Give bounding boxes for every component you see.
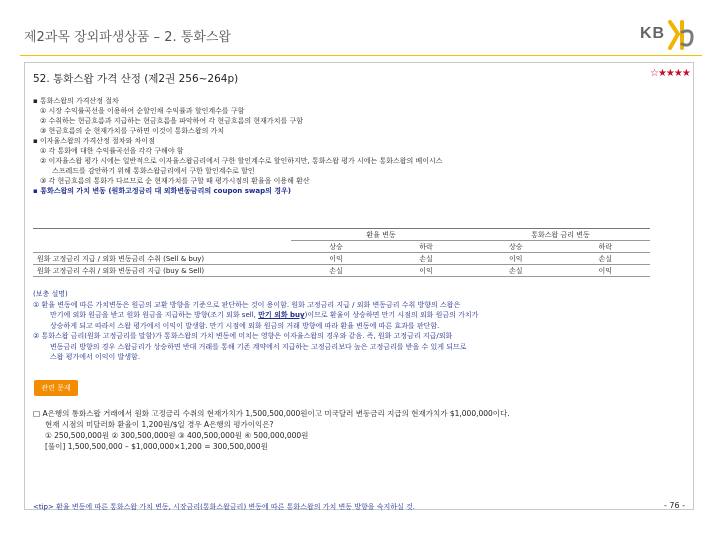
table-cell: 손실 [381, 253, 471, 265]
note-1-emphasis: 만기 외화 buy [258, 311, 305, 319]
table-row [33, 253, 650, 265]
bullet-value-change [33, 186, 291, 196]
kb-logo [640, 18, 696, 52]
bullet-pricing-procedure: ▪ 통화스왑의 가격산정 절차 [33, 97, 119, 105]
value-change-heading: 통화스왑의 가치 변동 (원화고정금리 대 외화변동금리의 coupon swap의 경우) [40, 187, 292, 195]
notes-heading: (보충 설명) [33, 290, 68, 298]
subheader-rate-up: 상승 [471, 241, 561, 253]
bullet-irs-difference: ▪ 이자율스왑의 가격산정 절차와 차이점 [33, 137, 155, 145]
table-subheader-row [33, 241, 650, 253]
table-corner-cell [33, 229, 291, 241]
table-cell: 이익 [381, 265, 471, 277]
subheader-rate-down: 하락 [561, 241, 651, 253]
kb-star-icon [666, 18, 696, 52]
pricing-step-1: ① 시장 수익률곡선을 이용하여 순할인채 수익률과 할인계수를 구함 [40, 107, 245, 115]
subheader-fx-down: 하락 [381, 241, 471, 253]
table-cell: 이익 [291, 253, 381, 265]
section-title: 52. 통화스왑 가격 산정 (제2권 256~264p) [33, 73, 239, 85]
row-label: 원화 고정금리 지급 / 외화 변동금리 수취 (Sell & buy) [33, 253, 291, 265]
note-1-line-2-a: 만기에 외화 원금을 받고 원화 원금을 지급하는 방향(조기 외화 sell, [50, 311, 259, 319]
bullet-mark: ▪ [33, 187, 41, 195]
question-stem: □ A은행의 통화스왑 거래에서 원화 고정금리 수취의 현재가치가 1,500,500,000원이고 미국달러 변동금리 지급의 현재가치가 $1,000,000이다. [33, 409, 510, 418]
table-cell: 이익 [561, 265, 651, 277]
footer-tip: <tip> 환율 변동에 따른 통화스왑 가치 변동, 시장금리(통화스왑금리) 변동에 따른 통화스왑의 가치 변동 방향을 숙지하실 것. [33, 503, 415, 511]
page-header-title: 제2과목 장외파생상품 – 2. 통화스왑 [24, 30, 231, 45]
table-header-row [33, 229, 650, 241]
table-cell: 손실 [471, 265, 561, 277]
related-question-button[interactable]: 관련 문제 [34, 380, 78, 396]
table-cell: 손실 [561, 253, 651, 265]
answer-choices: ① 250,500,000원 ② 300,500,000원 ③ 400,500,000원 ④ 500,000,000원 [45, 431, 309, 440]
subheader-fx-up: 상승 [291, 241, 381, 253]
note-2: ② 통화스왑 금리(원화 고정금리를 말함)가 통화스왑의 가치 변동에 미치는 영향은 이자율스왑의 경우와 같음. 즉, 원화 고정금리 지급/외화 [33, 332, 453, 340]
table-row [33, 265, 650, 277]
header-fx-change: 환율 변동 [291, 229, 471, 241]
note-1: ① 환율 변동에 따른 가치변동은 원금의 교환 방향을 기준으로 판단하는 것이 용이함. 원화 고정금리 지급 / 외화 변동금리 수취 방향의 스왑은 [33, 300, 461, 309]
note-2-line-3: 스왑 평가에서 이익이 발생함. [50, 353, 141, 361]
difference-1: ① 각 통화에 대한 수익률곡선을 각각 구해야 함 [40, 147, 184, 155]
header-rate-change: 통화스왑 금리 변동 [471, 229, 650, 241]
solution: [풀이] 1,500,500,000 – $1,000,000×1,200 = 300,500,000원 [45, 442, 268, 451]
importance-stars: ☆★★★★ [650, 68, 690, 79]
note-1-line-3: 상승하게 되고 따라서 스왑 평가에서 이익이 발생함. 만기 시점에 외화 원금의 거래 방향에 따라 환율 변동에 따른 효과를 판단함. [50, 321, 440, 330]
note-2-line-2: 변동금리 방향의 경우 스왑금리가 상승하면 반대 거래를 통해 기존 계약에서 지급하는 고정금리보다 높은 고정금리를 받을 수 있게 되므로 [50, 342, 467, 351]
kb-logo-text: KB [640, 25, 666, 42]
pricing-step-3: ③ 현금흐름의 순 현재가치를 구하면 이것이 통화스왑의 가치 [40, 127, 225, 135]
header-divider [20, 55, 702, 56]
table-cell: 손실 [291, 265, 381, 277]
value-change-table [33, 228, 650, 277]
row-label: 원화 고정금리 수취 / 외화 변동금리 지급 (buy & Sell) [33, 265, 291, 277]
page-number: - 76 - [664, 501, 686, 510]
note-1-line-2 [50, 310, 478, 321]
difference-2-cont: 스프레드를 감안하기 위해 통화스왑금리에서 구한 할인계수로 할인 [52, 167, 255, 175]
table-blank-cell [33, 241, 291, 253]
question-prompt: 현재 시점의 미달러화 환율이 1,200원/$일 경우 A은행의 평가이익은? [45, 420, 274, 429]
pricing-step-2: ② 수취하는 현금흐름과 지급하는 현금흐름을 파악하여 각 현금흐름의 현재가치를 구함 [40, 117, 303, 125]
note-1-line-2-c: )이므로 환율이 상승하면 만기 시점의 외화 원금의 가치가 [304, 311, 479, 319]
difference-3: ③ 각 현금흐름의 통화가 다르므로 순 현재가치를 구할 때 평가시점의 환율을 이용해 환산 [40, 177, 310, 185]
table-cell: 이익 [471, 253, 561, 265]
difference-2: ② 이자율스왑 평가 시에는 일반적으로 이자율스왑금리에서 구한 할인계수로 할인하지만, 통화스왑 평가 시에는 통화스왑의 베이시스 [40, 157, 443, 165]
